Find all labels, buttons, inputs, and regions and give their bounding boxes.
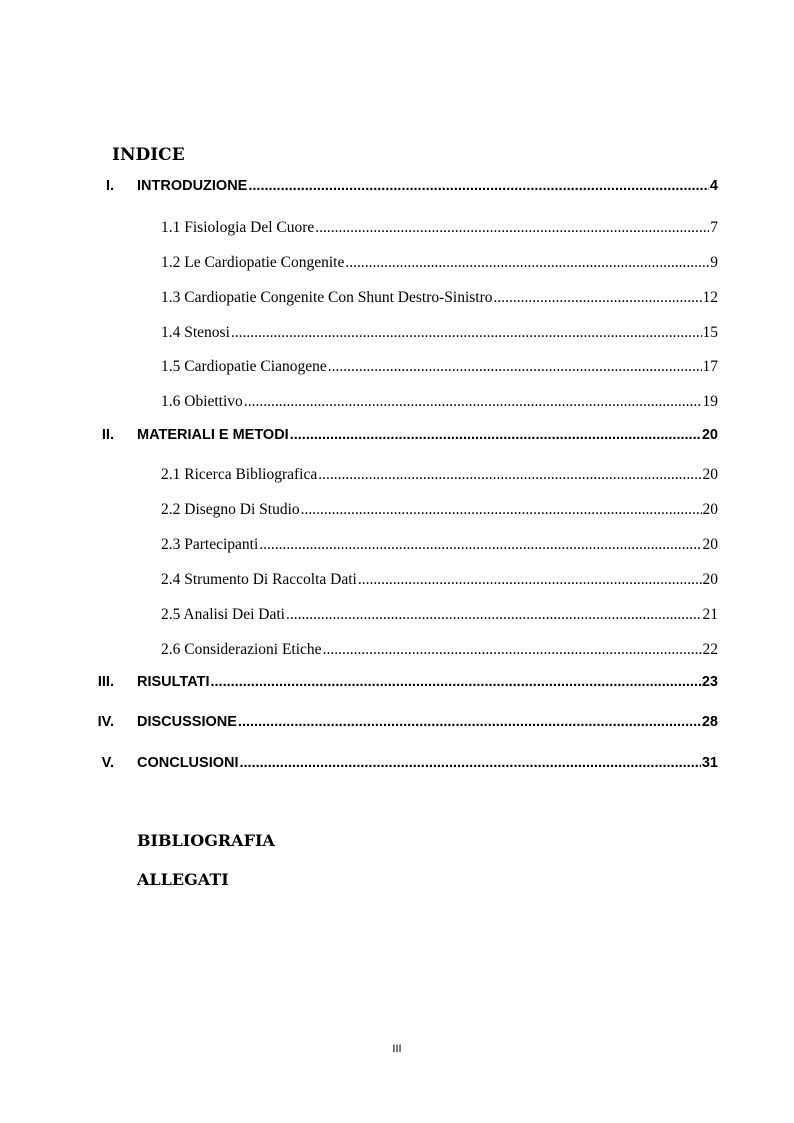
dot-leader — [328, 358, 702, 376]
toc-section[interactable] — [161, 466, 718, 488]
section-page: 19 — [702, 393, 718, 410]
section-label: 2.2 Disegno Di Studio — [161, 501, 300, 518]
toc-title: INDICE — [112, 145, 185, 165]
toc-bibliografia[interactable]: BIBLIOGRAFIA — [137, 831, 275, 850]
chapter-number: V. — [101, 755, 114, 771]
dot-leader — [494, 289, 702, 307]
section-label: 1.6 Obiettivo — [161, 393, 243, 410]
section-page: 20 — [702, 501, 718, 518]
section-page: 20 — [702, 571, 718, 588]
toc-section[interactable] — [161, 254, 718, 276]
dot-leader — [240, 755, 701, 771]
dot-leader — [301, 501, 702, 519]
toc-section[interactable] — [161, 606, 718, 628]
dot-leader — [211, 674, 701, 690]
section-page: 22 — [702, 641, 718, 658]
section-label: 1.3 Cardiopatie Congenite Con Shunt Destro-Sinistro — [161, 289, 493, 306]
section-page: 9 — [710, 254, 718, 271]
chapter-label: RISULTATI — [137, 674, 210, 690]
toc-section[interactable] — [161, 536, 718, 558]
section-page: 20 — [702, 466, 718, 483]
dot-leader — [259, 536, 701, 554]
section-label: 1.5 Cardiopatie Cianogene — [161, 358, 327, 375]
chapter-label: DISCUSSIONE — [137, 714, 237, 730]
chapter-number: III. — [97, 674, 114, 690]
section-label: 2.4 Strumento Di Raccolta Dati — [161, 571, 357, 588]
chapter-page: 31 — [701, 755, 718, 771]
section-page: 12 — [702, 289, 718, 306]
dot-leader — [315, 219, 709, 237]
chapter-number: IV. — [97, 714, 114, 730]
dot-leader — [345, 254, 709, 272]
dot-leader — [286, 606, 702, 624]
section-label: 1.1 Fisiologia Del Cuore — [161, 219, 315, 236]
chapter-page: 28 — [701, 714, 718, 730]
toc-section[interactable] — [161, 641, 718, 663]
dot-leader — [323, 641, 702, 659]
chapter-label: CONCLUSIONI — [137, 755, 239, 771]
toc-section[interactable] — [161, 289, 718, 311]
section-label: 2.1 Ricerca Bibliografica — [161, 466, 318, 483]
section-page: 17 — [702, 358, 718, 375]
section-label: 1.4 Stenosi — [161, 324, 230, 341]
chapter-page: 20 — [701, 427, 718, 443]
dot-leader — [318, 466, 701, 484]
section-label: 2.5 Analisi Dei Dati — [161, 606, 285, 623]
dot-leader — [248, 178, 709, 194]
section-page: 20 — [702, 536, 718, 553]
page-number: III — [392, 1043, 402, 1055]
section-label: 2.6 Considerazioni Etiche — [161, 641, 322, 658]
toc-section[interactable] — [161, 501, 718, 523]
toc-chapter-introduzione[interactable] — [137, 178, 718, 200]
chapter-label: INTRODUZIONE — [137, 178, 248, 194]
chapter-number: II. — [101, 427, 114, 443]
toc-section[interactable] — [161, 571, 718, 593]
toc-allegati[interactable]: ALLEGATI — [137, 870, 229, 889]
dot-leader — [238, 714, 701, 730]
toc-chapter-conclusioni[interactable] — [137, 755, 718, 777]
chapter-label: MATERIALI E METODI — [137, 427, 289, 443]
section-page: 7 — [710, 219, 718, 236]
chapter-page: 4 — [709, 178, 718, 194]
section-page: 21 — [702, 606, 718, 623]
section-label: 2.3 Partecipanti — [161, 536, 259, 553]
section-label: 1.2 Le Cardiopatie Congenite — [161, 254, 345, 271]
dot-leader — [358, 571, 702, 589]
section-page: 15 — [702, 324, 718, 341]
toc-section[interactable] — [161, 324, 718, 346]
toc-section[interactable] — [161, 219, 718, 241]
dot-leader — [290, 427, 701, 443]
toc-section[interactable] — [161, 358, 718, 380]
toc-chapter-discussione[interactable] — [137, 714, 718, 736]
toc-chapter-risultati[interactable] — [137, 674, 718, 696]
toc-section[interactable] — [161, 393, 718, 415]
dot-leader — [244, 393, 702, 411]
chapter-page: 23 — [701, 674, 718, 690]
chapter-number: I. — [105, 178, 114, 194]
toc-chapter-materiali-e-metodi[interactable] — [137, 427, 718, 449]
dot-leader — [231, 324, 702, 342]
